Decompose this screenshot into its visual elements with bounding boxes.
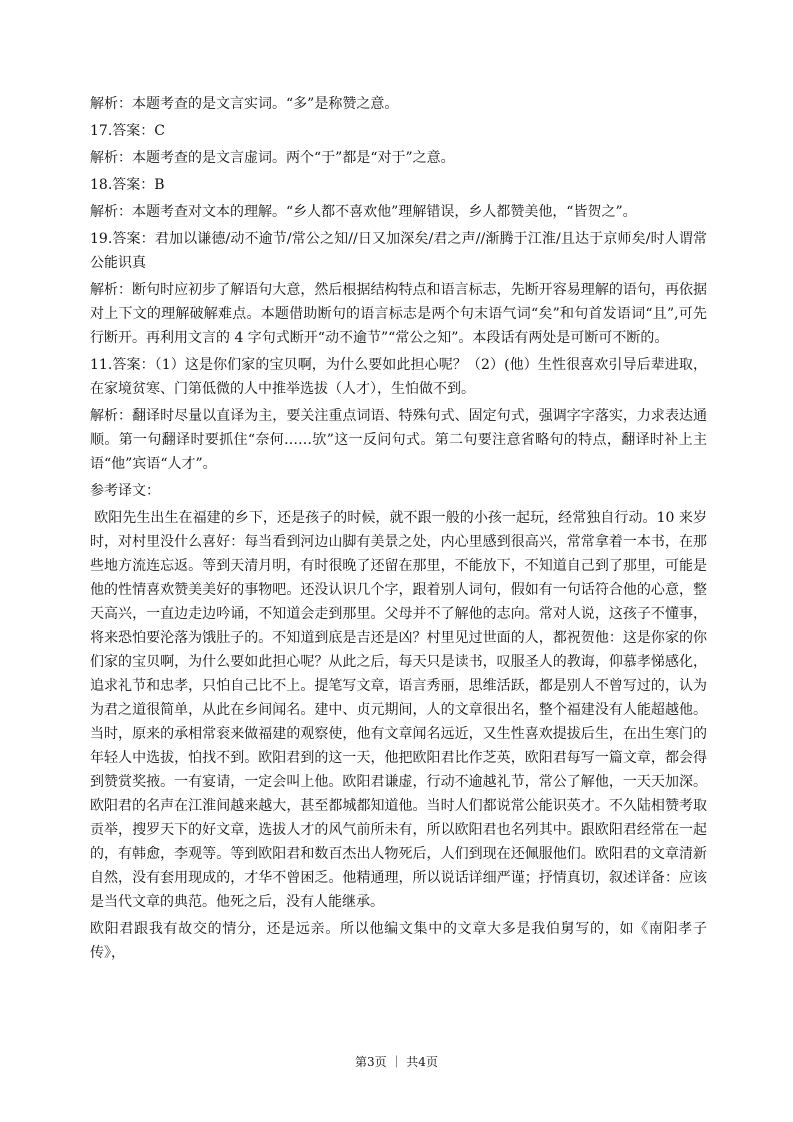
- document-body: [90, 92, 707, 968]
- analysis-17: 解析：本题考查的是文言虚词。两个“于”都是“对于”之意。: [90, 150, 455, 166]
- answer-17: 17.答案：C: [90, 123, 165, 139]
- analysis-16: 解析：本题考查的是文言实词。“多”是称赞之意。: [90, 96, 399, 112]
- answer-18: 18.答案：B: [90, 177, 165, 193]
- analysis-11: 解析：翻译时尽量以直译为主，要关注重点词语、特殊句式、固定句式，强调字字落实，力求表达通顺。第一句翻译时要抓住“奈何……欤”这一反问句式。第二句要注意省略句的特点，翻译时补上主语“他”宾语“人才”。: [90, 408, 707, 472]
- page-footer: 第3页 ｜ 共4页: [355, 1055, 438, 1069]
- answer-19: 19.答案：君加以谦德/动不逾节/常公之知//日又加深矣/君之声//渐腾于江淮/且达于京师矣/时人谓常公能识真: [90, 231, 707, 271]
- analysis-19: 解析：断句时应初步了解语句大意，然后根据结构特点和语言标志，先断开容易理解的语句，再依据对上下文的理解破解难点。本题借助断句的语言标志是两个句末语气词“矣”和句首发语词“且”,可先行断开。再利用文言的 4 字句式断开“动不逾节”“常公之知”。本段话有两处是可断可不断的。: [90, 282, 707, 346]
- reference-translation-paragraph: 欧阳先生出生在福建的乡下，还是孩子的时候，就不跟一般的小孩一起玩，经常独自行动。10 来岁时，对村里没什么喜好：每当看到河边山脚有美景之处，内心里感到很高兴，常常拿着一本书，在那些地方流连忘返。等到天清月明，有时很晚了还留在那里，不能放下，不知道自己到了那里，可能是他的性情喜欢赞美美好的事物吧。还没认识几个字，跟着别人词句，假如有一句话符合他的心意，整天高兴，一直边走边吟诵，不知道会走到那里。父母并不了解他的志向。常对人说，这孩子不懂事，将来恐怕要沦落为饿肚子的。不知道到底是吉还是凶？村里见过世面的人，都祝贺他：这是你家的你们家的宝贝啊，为什么要如此担心呢？从此之后，每天只是读书，叹服圣人的教诲，仰慕孝悌感化，追求礼节和忠孝，只怕自己比不上。提笔写文章，语言秀丽，思维活跃，都是别人不曾写过的，认为为君之道很简单，从此在乡间闻名。建中、贞元期间，人的文章很出名，整个福建没有人能超越他。当时，原来的承相常衮来做福建的观察使，他有文章闻名远近，又生性喜欢提拔后生，在出生寒门的年轻人中选拔，怕找不到。欧阳君到的这一天，他把欧阳君比作芝英，欧阳君每写一篇文章，都会得到赞赏奖掖。一有宴请，一定会叫上他。欧阳君谦虚，行动不逾越礼节，常公了解他，一天天加深。欧阳君的名声在江淮间越来越大，甚至都城都知道他。当时人们都说常公能识英才。不久陆相赞考取贡举，搜罗天下的好文章，选拔人才的风气前所未有，所以欧阳君也名列其中。跟欧阳君经常在一起的，有韩愈，李观等。等到欧阳君和数百杰出人物死后，人们到现在还佩服他们。欧阳君的文章清新自然，没有套用现成的，才华不曾困乏。他精通理，所以说话详细严谨；抒情真切，叙述详备：应该是当代文章的典范。他死之后，没有人能继承。: [90, 510, 707, 910]
- reference-translation-heading: 参考译文：: [90, 483, 160, 499]
- answer-11: 11.答案：（1）这是你们家的宝贝啊，为什么要如此担心呢？（2）(他）生性很喜欢引导后辈进取，在家境贫寒、门第低微的人中推举选拔（人才），生怕做不到。: [90, 357, 707, 397]
- reference-translation-continued: 欧阳君跟我有故交的情分，还是远亲。所以他编文集中的文章大多是我伯舅写的，如《南阳孝子传》，: [90, 921, 707, 961]
- analysis-18: 解析：本题考查对文本的理解。“乡人都不喜欢他”理解错误，乡人都赞美他，“皆贺之”。: [90, 204, 637, 220]
